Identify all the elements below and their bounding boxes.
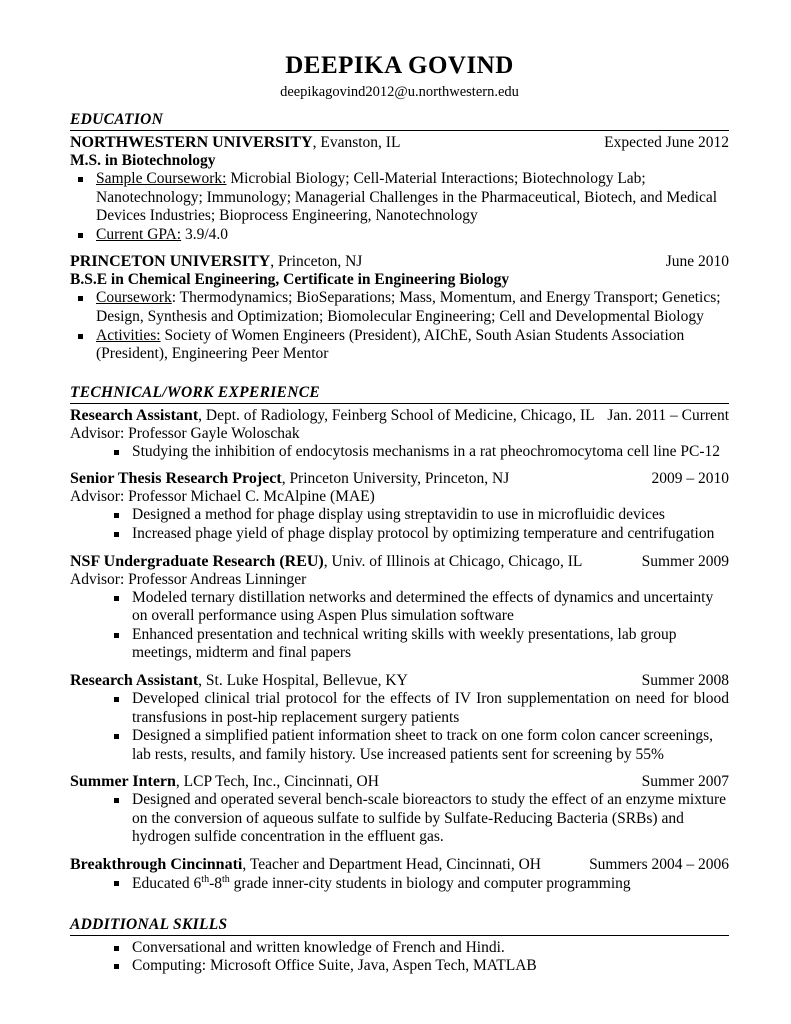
entry-date: Summer 2007 <box>641 773 729 791</box>
role-location: , Teacher and Department Head, Cincinnati, OH <box>242 856 541 874</box>
bullet-label: Sample Coursework: <box>96 170 227 187</box>
education-entry-princeton <box>70 253 729 363</box>
experience-bullet-list <box>70 791 729 847</box>
role-title: Research Assistant <box>70 671 199 689</box>
entry-date: Summer 2009 <box>641 552 729 570</box>
role-location: , Dept. of Radiology, Feinberg School of Medicine, Chicago, IL <box>198 406 595 424</box>
entry-role <box>70 553 582 571</box>
role-location: , LCP Tech, Inc., Cincinnati, OH <box>175 773 379 791</box>
experience-bullet-list <box>70 690 729 764</box>
experience-entry-research-assistant-radiology <box>70 407 729 462</box>
entry-date: Summers 2004 – 2006 <box>589 856 729 874</box>
bullet-label: Activities: <box>96 326 161 344</box>
entry-header <box>70 253 729 271</box>
page-title: DEEPIKA GOVIND <box>285 52 514 79</box>
list-item <box>70 226 729 245</box>
education-bullet-list <box>70 170 729 244</box>
list-item <box>70 170 729 226</box>
list-item: Designed a method for phage display using streptavidin to use in microfluidic devices <box>70 506 729 525</box>
entry-header <box>70 856 729 874</box>
list-item <box>70 289 729 326</box>
experience-bullet-list <box>70 506 729 543</box>
experience-bullet-list <box>70 589 729 663</box>
role-title: Breakthrough Cincinnati <box>70 856 243 874</box>
entry-role <box>70 672 408 690</box>
experience-entry-research-assistant-stluke <box>70 672 729 764</box>
list-item: Conversational and written knowledge of French and Hindi. <box>70 939 729 958</box>
skills-bullet-list <box>70 939 729 976</box>
section-heading-skills: ADDITIONAL SKILLS <box>70 916 729 936</box>
experience-bullet-list <box>70 874 729 894</box>
organization-location: , Evanston, IL <box>312 134 401 151</box>
list-item: Designed and operated several bench-scale bioreactors to study the effect of an enzyme mixture on the conversion of aqueous sulfate to sulfide by Sulfate-Reducing Bacteria (SRBs) and hydrogen sulfide concentration in the effluent gas. <box>70 791 729 847</box>
section-heading-education: EDUCATION <box>70 111 729 131</box>
experience-entry-summer-intern <box>70 773 729 847</box>
entry-role <box>70 407 595 425</box>
entry-date: Expected June 2012 <box>604 134 729 151</box>
entry-header <box>70 470 729 488</box>
experience-entry-nsf-reu <box>70 553 729 663</box>
degree-title: B.S.E in Chemical Engineering, Certificate in Engineering Biology <box>70 271 510 289</box>
list-item: Modeled ternary distillation networks and determined the effects of dynamics and uncertainty on overall performance using Aspen Plus simulation software <box>70 589 729 626</box>
section-heading-experience: TECHNICAL/WORK EXPERIENCE <box>70 384 729 404</box>
entry-header <box>70 773 729 791</box>
entry-date: June 2010 <box>665 253 729 271</box>
list-item: Designed a simplified patient information sheet to track on one form colon cancer screenings, lab rests, results, and family history. Use increased patients sent for screening by 55% <box>70 727 729 764</box>
entry-organization <box>70 253 362 271</box>
bullet-text: : Thermodynamics; BioSeparations; Mass, Momentum, and Energy Transport; Genetics; Design, Synthesis and Optimization; Biomolecular Engineering; Cell and Developmental Biology <box>96 289 721 325</box>
advisor-line: Advisor: Professor Andreas Linninger <box>70 570 307 588</box>
role-location: , Univ. of Illinois at Chicago, Chicago, IL <box>323 552 583 570</box>
entry-header <box>70 134 729 152</box>
advisor-line: Advisor: Professor Gayle Woloschak <box>70 424 300 442</box>
entry-date: Summer 2008 <box>641 671 729 689</box>
entry-role <box>70 773 379 791</box>
entry-role <box>70 470 509 488</box>
experience-entry-senior-thesis <box>70 470 729 543</box>
education-entry-northwestern <box>70 134 729 244</box>
entry-header <box>70 672 729 690</box>
organization-name: PRINCETON UNIVERSITY <box>70 253 271 271</box>
entry-date: 2009 – 2010 <box>651 470 729 488</box>
experience-bullet-list <box>70 443 729 462</box>
entry-date: Jan. 2011 – Current <box>607 406 729 424</box>
list-item: Studying the inhibition of endocytosis mechanisms in a rat pheochromocytoma cell line PC-12 <box>70 443 729 462</box>
entry-header <box>70 407 729 425</box>
list-item: Increased phage yield of phage display protocol by optimizing temperature and centrifugation <box>70 525 729 544</box>
role-title: NSF Undergraduate Research (REU) <box>70 552 324 570</box>
list-item: Computing: Microsoft Office Suite, Java, Aspen Tech, MATLAB <box>70 957 729 976</box>
bullet-text: Society of Women Engineers (President), AIChE, South Asian Students Association (President), Engineering Peer Mentor <box>96 326 685 363</box>
role-location: , Princeton University, Princeton, NJ <box>281 470 510 488</box>
bullet-label: Current GPA: <box>96 225 182 243</box>
experience-entry-breakthrough-cincinnati <box>70 856 729 894</box>
list-item: Developed clinical trial protocol for the effects of IV Iron supplementation on need for blood transfusions in post-hip replacement surgery patients <box>70 690 729 727</box>
bullet-label: Coursework <box>96 289 172 307</box>
list-item: Educated 6th-8th grade inner-city students in biology and computer programming <box>70 874 729 894</box>
entry-organization <box>70 134 400 152</box>
degree-title: M.S. in Biotechnology <box>70 152 216 169</box>
entry-header <box>70 553 729 571</box>
list-item <box>70 327 729 364</box>
entry-role <box>70 856 541 874</box>
role-title: Senior Thesis Research Project <box>70 470 282 488</box>
bullet-text: Microbial Biology; Cell-Material Interactions; Biotechnology Lab; Nanotechnology; Immunology; Managerial Challenges in the Pharmaceutical, Biotech, and Medical Devices Industries; Bioprocess Engineering, Nanotechnology <box>96 170 718 225</box>
education-bullet-list <box>70 289 729 363</box>
bullet-text: 3.9/4.0 <box>181 225 229 243</box>
role-title: Summer Intern <box>70 773 176 791</box>
contact-email: deepikagovind2012@u.northwestern.edu <box>280 84 519 100</box>
role-title: Research Assistant <box>70 406 199 424</box>
advisor-line: Advisor: Professor Michael C. McAlpine (MAE) <box>70 488 375 506</box>
organization-name: NORTHWESTERN UNIVERSITY <box>70 134 313 151</box>
list-item: Enhanced presentation and technical writing skills with weekly presentations, lab group meetings, midterm and final papers <box>70 626 729 663</box>
organization-location: , Princeton, NJ <box>270 253 363 271</box>
role-location: , St. Luke Hospital, Bellevue, KY <box>198 671 408 689</box>
